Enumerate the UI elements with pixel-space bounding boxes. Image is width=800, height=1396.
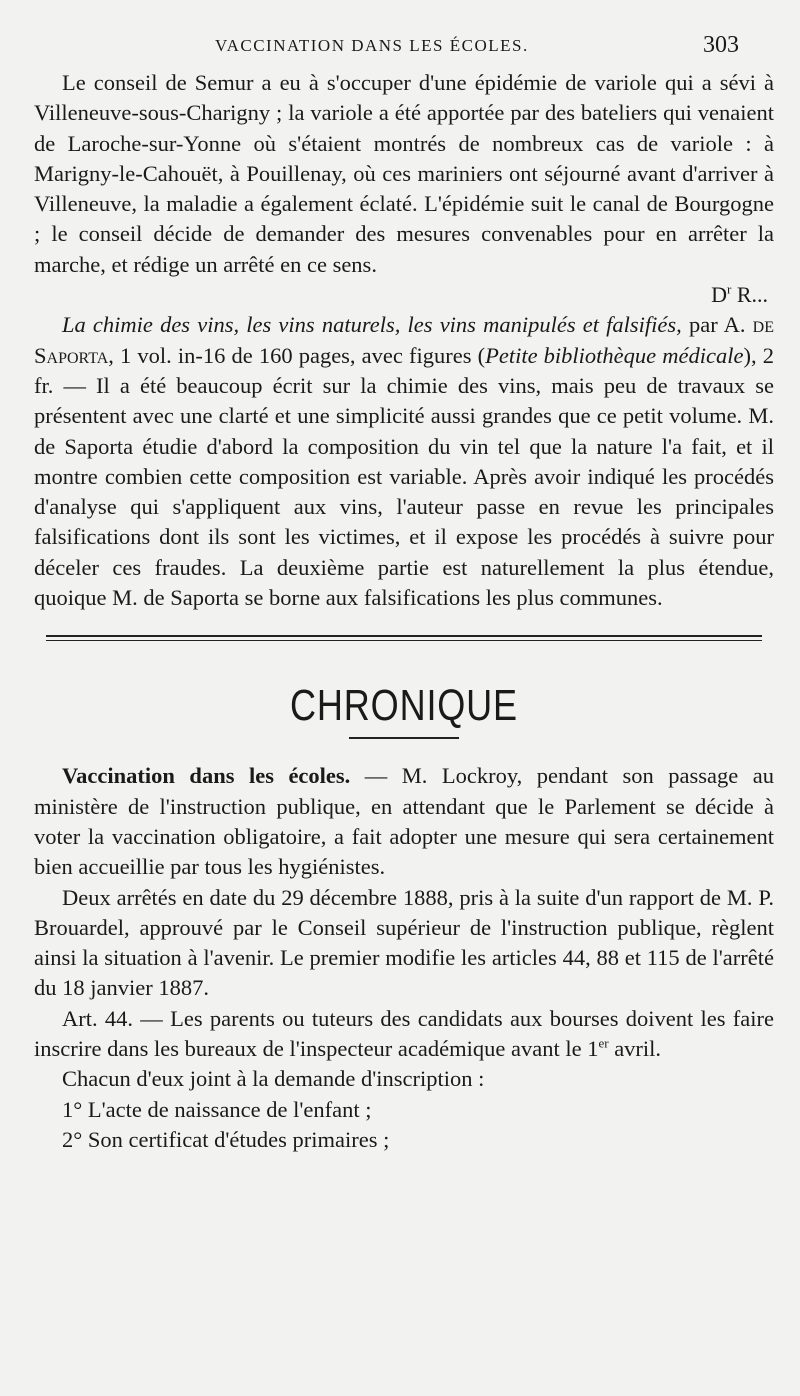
article-44-end: avril. xyxy=(608,1036,662,1062)
signature xyxy=(34,280,774,310)
page-number: 303 xyxy=(703,32,739,58)
list-item-2: 2° Son certificat d'études primaires ; xyxy=(62,1126,390,1152)
chronique-paragraph-2: Deux arrêtés en date du 29 décembre 1888, pris à la suite d'un rapport de M. P. Brouardel, approuvé par le Conseil supérieur de l'instruction publique, règlent ainsi la situation à l'avenir. Le premier modifie les articles 44, 88 et 115 de l'arrêté du 18 janvier 1887. xyxy=(34,884,774,1001)
article-44 xyxy=(34,1004,774,1065)
chronique-paragraph-1 xyxy=(34,761,774,882)
section-divider xyxy=(46,635,762,641)
review-text: ), 2 fr. — Il a été beaucoup écrit sur la chimie des vins, mais peu de travaux se présentent avec une clarté et une simplicité aussi grandes que ce petit volume. M. de Saporta étudie d'abord la composition du vin tel que la nature l'a fait, et il montre combien cette composition est variable. Après avoir indiqué les procédés d'analyse qui s'appliquent aux vins, l'auteur passe en revue les principales falsifications dont ils sont les victimes, et il expose les procédés à suivre pour déceler ces fraudes. La deuxième partie est naturellement la plus étendue, quoique M. de Saporta se borne aux falsifications les plus communes. xyxy=(34,342,774,611)
section-title: CHRONIQUE xyxy=(290,681,518,731)
chronique-p1-text: — M. Lockroy, pendant son passage au ministère de l'instruction publique, en attendant que le Parlement se décide à voter la vaccination obligatoire, a fait adopter une mesure qui sera certainement bien accueillie par tous les hygiénistes. xyxy=(34,763,774,880)
review-paragraph xyxy=(34,310,774,613)
inscription-line: Chacun d'eux joint à la demande d'inscription : xyxy=(62,1066,485,1092)
review-details: , 1 vol. in-16 de 160 pages, avec figures ( xyxy=(108,342,486,368)
signature-initial: R... xyxy=(731,282,768,308)
signature-dr-sup: r xyxy=(726,281,732,297)
page-body xyxy=(34,68,774,1155)
review-author: de Saporta xyxy=(34,312,774,368)
paragraph-semur: Le conseil de Semur a eu à s'occuper d'une épidémie de variole qui a sévi à Villeneuve-sous-Charigny ; la variole a été apportée par des bateliers qui venaient de Laroche-sur-Yonne où s'étaient montrés de nombreux cas de variole : à Marigny-le-Cahouët, à Pouillenay, où ces mariniers ont séjourné avant d'arriver à Villeneuve, la maladie a également éclaté. L'épidémie suit le canal de Bourgogne ; le conseil décide de demander des mesures convenables pour en arrêter la marche, et rédige un arrêté en ce sens. xyxy=(34,70,774,277)
article-44-sup: er xyxy=(598,1035,609,1051)
article-44-text: Art. 44. — Les parents ou tuteurs des candidats aux bourses doivent les faire inscrire dans les bureaux de l'inspecteur académique avant le 1 xyxy=(34,1005,774,1062)
review-by: par A. xyxy=(681,312,753,338)
chronique-heading: Vaccination dans les écoles. xyxy=(62,763,351,789)
title-underline xyxy=(349,737,459,739)
review-series: Petite bibliothèque médicale xyxy=(485,342,744,368)
list-item-1: 1° L'acte de naissance de l'enfant ; xyxy=(62,1096,372,1122)
signature-dr: D xyxy=(711,282,727,308)
review-title: La chimie des vins, les vins naturels, les vins manipulés et falsifiés, xyxy=(62,312,682,338)
page-header xyxy=(0,32,800,64)
running-title: VACCINATION DANS LES ÉCOLES. xyxy=(215,36,529,55)
